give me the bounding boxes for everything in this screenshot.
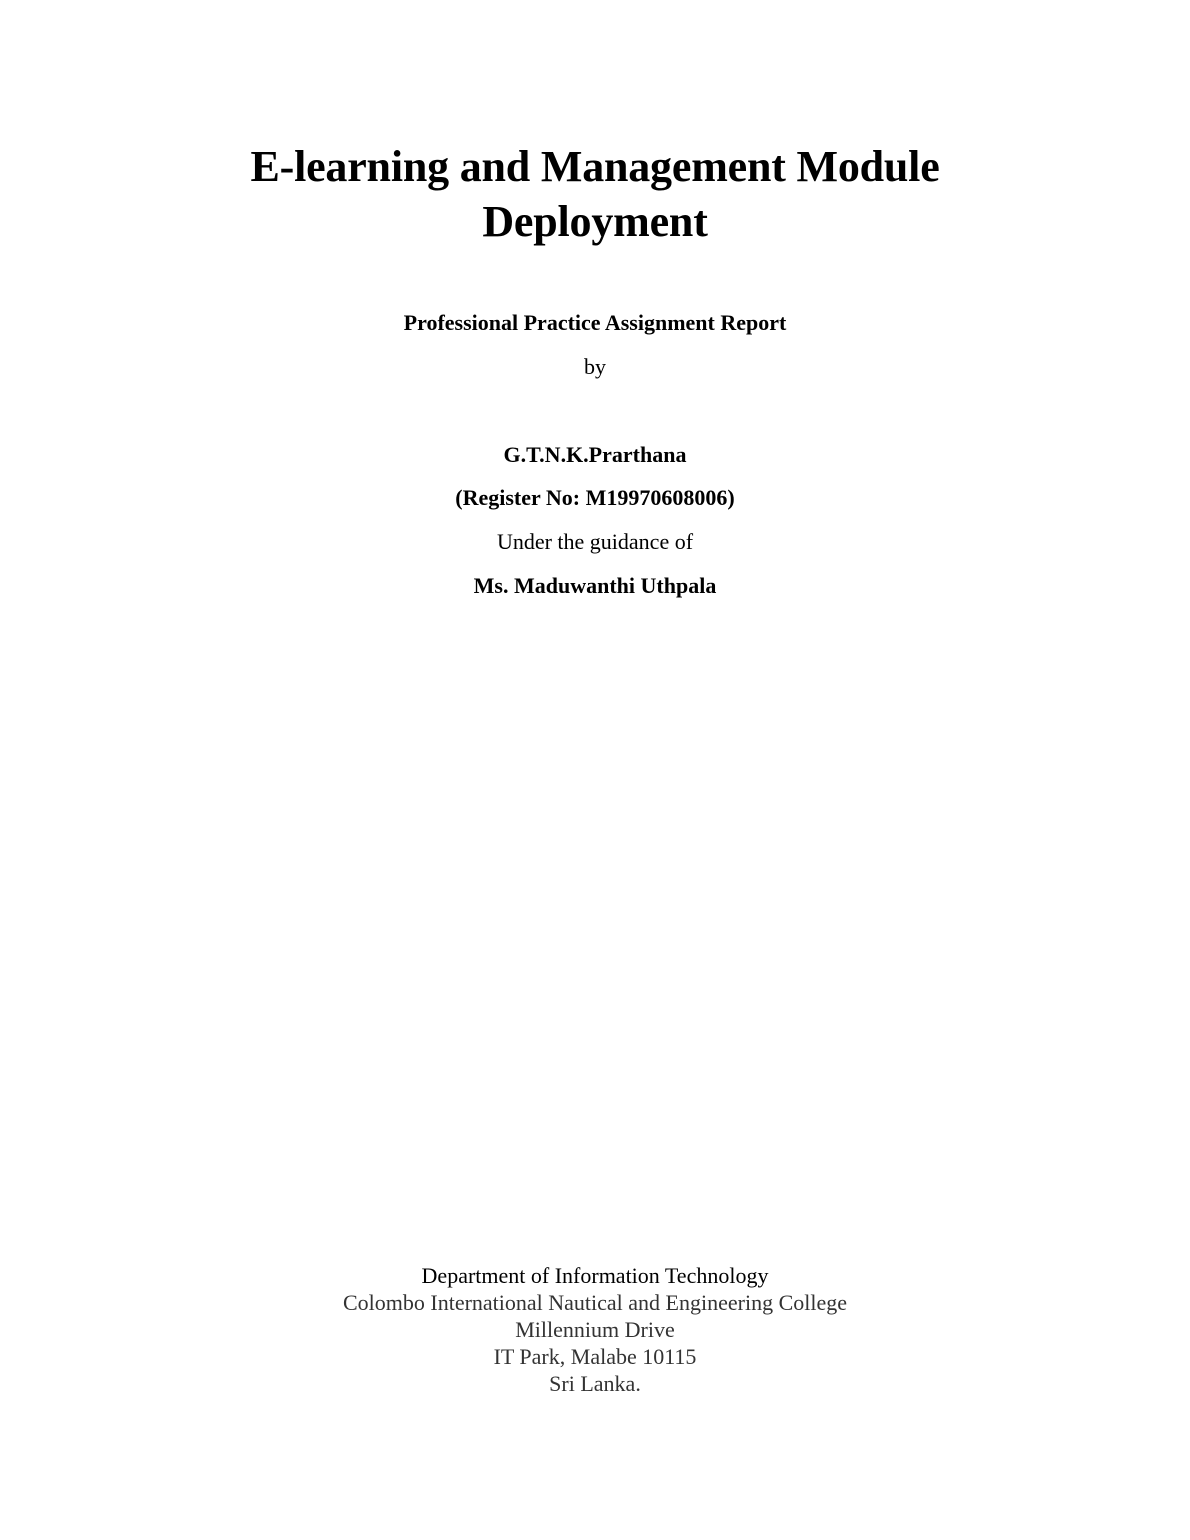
country-name: Sri Lanka. [549,1371,641,1396]
department-name: Department of Information Technology [421,1263,769,1288]
report-subtitle: Professional Practice Assignment Report [403,310,787,335]
college-name: Colombo International Nautical and Engineering College [342,1290,848,1315]
institution-address [0,1262,1190,1397]
report-title [0,139,1190,249]
supervisor-name: Ms. Maduwanthi Uthpala [473,573,717,598]
report-title-line-1: E-learning and Management Module [250,142,940,191]
city-address: IT Park, Malabe 10115 [493,1344,697,1369]
street-address: Millennium Drive [515,1317,675,1342]
author-name: G.T.N.K.Prarthana [503,442,687,467]
report-title-line-2: Deployment [482,197,708,246]
register-number: (Register No: M19970608006) [455,485,735,510]
by-label: by [584,354,606,379]
guidance-label: Under the guidance of [496,529,694,554]
